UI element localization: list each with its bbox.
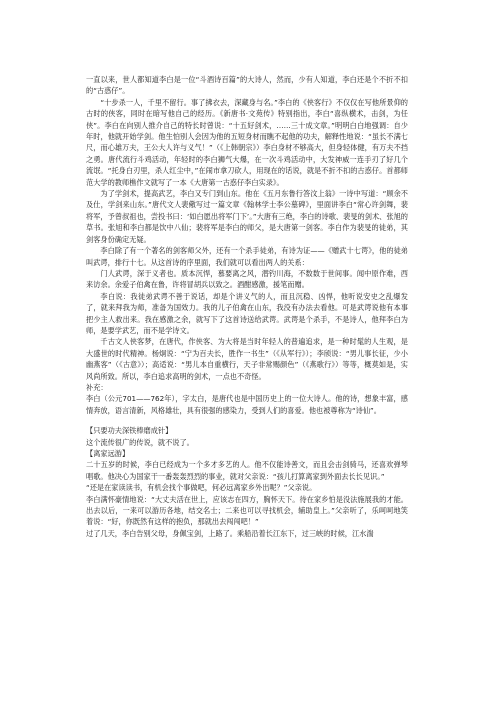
article-body (86, 74, 408, 539)
paragraph: 【离家远游】 (86, 449, 130, 458)
paragraph: 千古文人侠客梦，在唐代，作侠客、为大将是当时年轻人的普遍追求，是一种时髦的人生观，是大盛世的时代精神。杨炯说：“宁为百夫长，胜作一书生”（《从军行》）；李颀说：“男儿事长征，少小幽燕客”（《古意》）；高适说：“男儿本自重横行，天子非常赐颜色”（《燕歌行》）等等，概莫如是，实风尚所致。所以，李白追求高明的剑术，一点也不奇怪。 (86, 337, 408, 381)
paragraph: 李白除了有一个著名的剑客师父外，还有一个杀手徒弟，有诗为证——《赠武十七谔》，他的徒弟叫武谔，排行十七。从这首诗的序里面，我们就可以看出两人的关系： (86, 246, 408, 267)
paragraph: “还是在家读读书，有机会找个事做吧，何必远离家乡外出呢？”父亲说。 (86, 483, 317, 493)
paragraph: 门人武谔，深于义者也。质本沉悍，慕要离之风，潜钓川海，不数数于世间事。闻中原作难，西来访余。余爱子伯禽在鲁，许将冒胡兵以致之。酒酣感激，援笔而赠。 (86, 268, 408, 290)
paragraph: 李白（公元701——762年），字太白，是唐代也是中国历史上的一位大诗人。他的诗，想象丰富，感情奔放，语言清新，风格雄壮，具有很强的感染力，受到人们的喜爱。他也被尊称为“诗仙”。 (86, 394, 408, 415)
paragraph: 李白说：我徒弟武谔不善于说话，却是个讲义气的人，而且沉稳、凶悍，他听说安史之乱爆发了，就来拜我为师，准备为国效力。我的儿子伯禽在山东，我没有办法去看他。可是武谔说他有本事把少主人救出来。我在感激之余，就写下了这首诗送给武谔。武谔是个杀手，不是诗人，他拜李白为师，是要学武艺，而不是学诗文。 (86, 291, 408, 335)
paragraph-spacer (86, 416, 408, 425)
paragraph: 【只要功夫深铁棒磨成针】 (86, 426, 173, 436)
paragraph: 为了学剑术，提高武艺，李白又专门到山东。他在《五月东鲁行答汶上翁》一诗中写道：“顾余不及仕，学剑来山东。”唐代文人裴儆写过一篇文章《翰林学士李公墓碑》，里面讲李白“常心许剑舞，裴将军，予曾叔祖也，尝投书曰：‘如白愿出将军门下’。”大唐有三绝，李白的诗歌、裴旻的剑术、张旭的草书。张旭和李白都是饮中八仙；裴将军是李白的师父，是大唐第一剑客。李白作为裴旻的徒弟，其剑客身份确定无疑。 (86, 189, 408, 244)
paragraph: 这个流传很广的传说，就不说了。 (86, 437, 194, 447)
paragraph: “十步杀一人，千里不留行。事了拂衣去，深藏身与名。”李白的《侠客行》不仅仅在写他所景仰的古时的侠客，同时在暗写他自己的经历。《新唐书·文苑传》特别指出，李白“喜纵横术，击剑，为任侠”。李白在向别人推介自己的特长时曾说：“十五好剑术，……三十成文章。”明明白白地强调：自少年时，他就开始学剑。他生怕别人会因为他的五短身材而瞧不起他的功夫，解释性地说：“虽长不满七尺，而心雄万夫，王公大人许与义气！”（《上韩朝宗》）李白身材不够高大，但身轻体健，有万夫不挡之勇。唐代流行斗鸡活动，年轻时的李白狮气大爆，在一次斗鸡活动中，大发神威一连手刃了好几个流氓。“托身白刃里，杀人红尘中，”在闹市拿刀砍人，用现在的话说，就是不折不扣的古惑仔。首都师范大学的教师樵作文就写了一本《大唐第一古惑仔李白实录》。 (86, 97, 408, 187)
paragraph: 过了几天，李白告别父母，身佩宝剑，上路了。乘船沿着长江东下，过三峡的时候，江水湍 (86, 528, 374, 538)
paragraph: 李白满怀豪情地说：“大丈夫活在世上，应该志在四方，胸怀天下。待在家乡怕是没法施展我的才能。出去以后，一来可以游历各地，结交名士；二来也可以寻找机会，辅助皇上。”父亲听了，乐呵呵地笑着说：“好，你既然有这样的抱负，那就出去闯闯吧！” (86, 494, 408, 527)
paragraph: 补充： (86, 382, 108, 392)
paragraph: 二十五岁的时候，李白已经成为一个多才多艺的人。他不仅能诗善文，而且会击剑骑马，还喜欢弹琴唱歌。他决心为国家干一番轰轰烈烈的事业，就对父亲说：“孩儿打算离家到外面去长长见识。” (86, 460, 408, 481)
paragraph: 一直以来，世人都知道李白是一位“斗酒诗百篇”的大诗人，然而，少有人知道，李白还是个不折不扣的“古惑仔”。 (86, 75, 408, 96)
